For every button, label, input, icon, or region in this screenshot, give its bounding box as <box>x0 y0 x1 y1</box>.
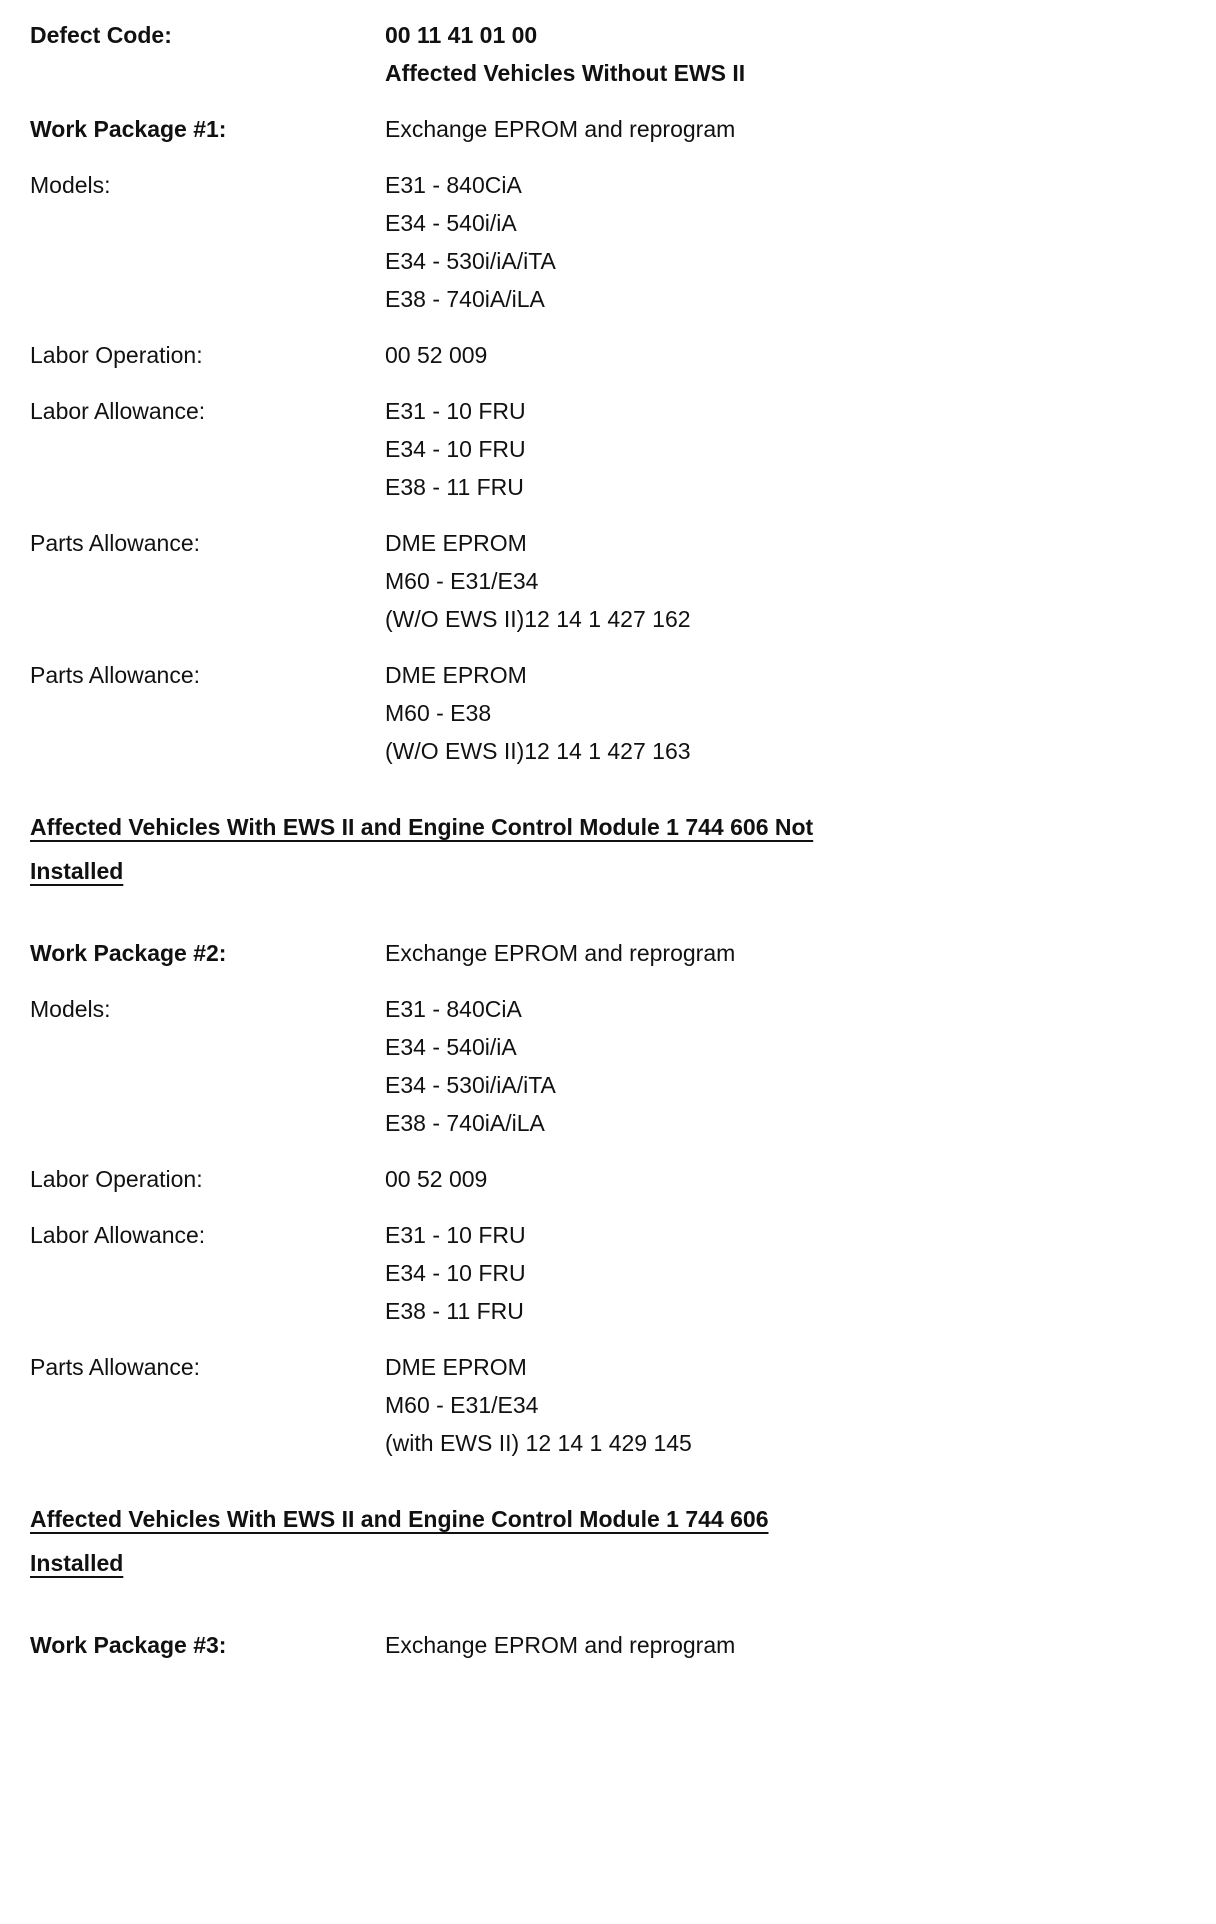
field-row-parts-allowance-1b <box>30 656 1176 770</box>
field-value-labor-operation <box>385 336 1176 374</box>
section-heading-line: Affected Vehicles With EWS II and Engine Control Module 1 744 606 <box>30 1506 769 1532</box>
field-value-line: E38 - 11 FRU <box>385 1298 524 1324</box>
field-row-work-package-1 <box>30 110 1176 148</box>
section-heading-ews-installed <box>30 1500 1020 1582</box>
field-label-labor-allowance: Labor Allowance: <box>30 1222 206 1248</box>
field-value-work-package-3 <box>385 1626 1176 1664</box>
field-row-models-2 <box>30 990 1176 1142</box>
field-value-line: M60 - E31/E34 <box>385 568 539 594</box>
field-row-work-package-3 <box>30 1626 1176 1664</box>
field-label-models: Models: <box>30 172 111 198</box>
field-value-work-package-2 <box>385 934 1176 972</box>
field-value-line: E38 - 740iA/iLA <box>385 1110 545 1136</box>
field-label-work-package-3: Work Package #3: <box>30 1632 227 1658</box>
field-value-line: (W/O EWS II)12 14 1 427 163 <box>385 738 691 764</box>
field-value-line: (with EWS II) 12 14 1 429 145 <box>385 1430 692 1456</box>
section-heading-line: Installed <box>30 1550 124 1576</box>
field-value-line: M60 - E38 <box>385 700 492 726</box>
field-row-models-1 <box>30 166 1176 318</box>
field-label-labor-operation: Labor Operation: <box>30 342 203 368</box>
field-value-line: E34 - 10 FRU <box>385 1260 526 1286</box>
field-row-labor-allowance-2 <box>30 1216 1176 1330</box>
field-value-line: E31 - 840CiA <box>385 172 522 198</box>
field-label-parts-allowance: Parts Allowance: <box>30 1354 201 1380</box>
field-value-labor-allowance <box>385 1216 1176 1330</box>
field-label-defect-code: Defect Code: <box>30 22 172 48</box>
field-value-line: E34 - 540i/iA <box>385 1034 517 1060</box>
field-value-line: DME EPROM <box>385 1354 527 1380</box>
field-value-line: DME EPROM <box>385 530 527 556</box>
field-value-line: E34 - 530i/iA/iTA <box>385 248 556 274</box>
field-row-defect-code <box>30 16 1176 92</box>
field-value-work-package-1 <box>385 110 1176 148</box>
field-row-parts-allowance-2 <box>30 1348 1176 1462</box>
field-label-labor-operation: Labor Operation: <box>30 1166 203 1192</box>
field-row-work-package-2 <box>30 934 1176 972</box>
field-value-parts-allowance <box>385 1348 1176 1462</box>
field-value-labor-operation <box>385 1160 1176 1198</box>
field-value-line: 00 52 009 <box>385 1166 488 1192</box>
field-label-work-package-1: Work Package #1: <box>30 116 227 142</box>
field-label-parts-allowance: Parts Allowance: <box>30 530 201 556</box>
field-value-line: E31 - 840CiA <box>385 996 522 1022</box>
section-heading-line: Affected Vehicles With EWS II and Engine Control Module 1 744 606 Not <box>30 814 814 840</box>
field-label-models: Models: <box>30 996 111 1022</box>
field-value-models <box>385 990 1176 1142</box>
field-value-line: E38 - 740iA/iLA <box>385 286 545 312</box>
field-label-work-package-2: Work Package #2: <box>30 940 227 966</box>
field-label-parts-allowance: Parts Allowance: <box>30 662 201 688</box>
field-value-line: E38 - 11 FRU <box>385 474 524 500</box>
field-value-line: M60 - E31/E34 <box>385 1392 539 1418</box>
field-value-line: 00 52 009 <box>385 342 488 368</box>
field-value-line: Exchange EPROM and reprogram <box>385 1632 736 1658</box>
field-value-parts-allowance <box>385 524 1176 638</box>
field-value-line: Affected Vehicles Without EWS II <box>385 60 746 86</box>
field-value-line: E34 - 540i/iA <box>385 210 517 236</box>
section-heading-line: Installed <box>30 858 124 884</box>
section-heading-ews-not-installed <box>30 808 1020 890</box>
field-value-labor-allowance <box>385 392 1176 506</box>
field-label-labor-allowance: Labor Allowance: <box>30 398 206 424</box>
field-value-line: Exchange EPROM and reprogram <box>385 940 736 966</box>
field-value-line: DME EPROM <box>385 662 527 688</box>
field-row-labor-operation-1 <box>30 336 1176 374</box>
field-value-line: (W/O EWS II)12 14 1 427 162 <box>385 606 691 632</box>
field-value-line: E31 - 10 FRU <box>385 398 526 424</box>
field-value-line: E34 - 10 FRU <box>385 436 526 462</box>
field-value-line: E31 - 10 FRU <box>385 1222 526 1248</box>
field-value-defect-code <box>385 16 1176 92</box>
field-row-labor-allowance-1 <box>30 392 1176 506</box>
field-row-parts-allowance-1a <box>30 524 1176 638</box>
field-row-labor-operation-2 <box>30 1160 1176 1198</box>
field-value-line: Exchange EPROM and reprogram <box>385 116 736 142</box>
field-value-models <box>385 166 1176 318</box>
field-value-parts-allowance <box>385 656 1176 770</box>
field-value-line: E34 - 530i/iA/iTA <box>385 1072 556 1098</box>
field-value-line: 00 11 41 01 00 <box>385 22 538 48</box>
